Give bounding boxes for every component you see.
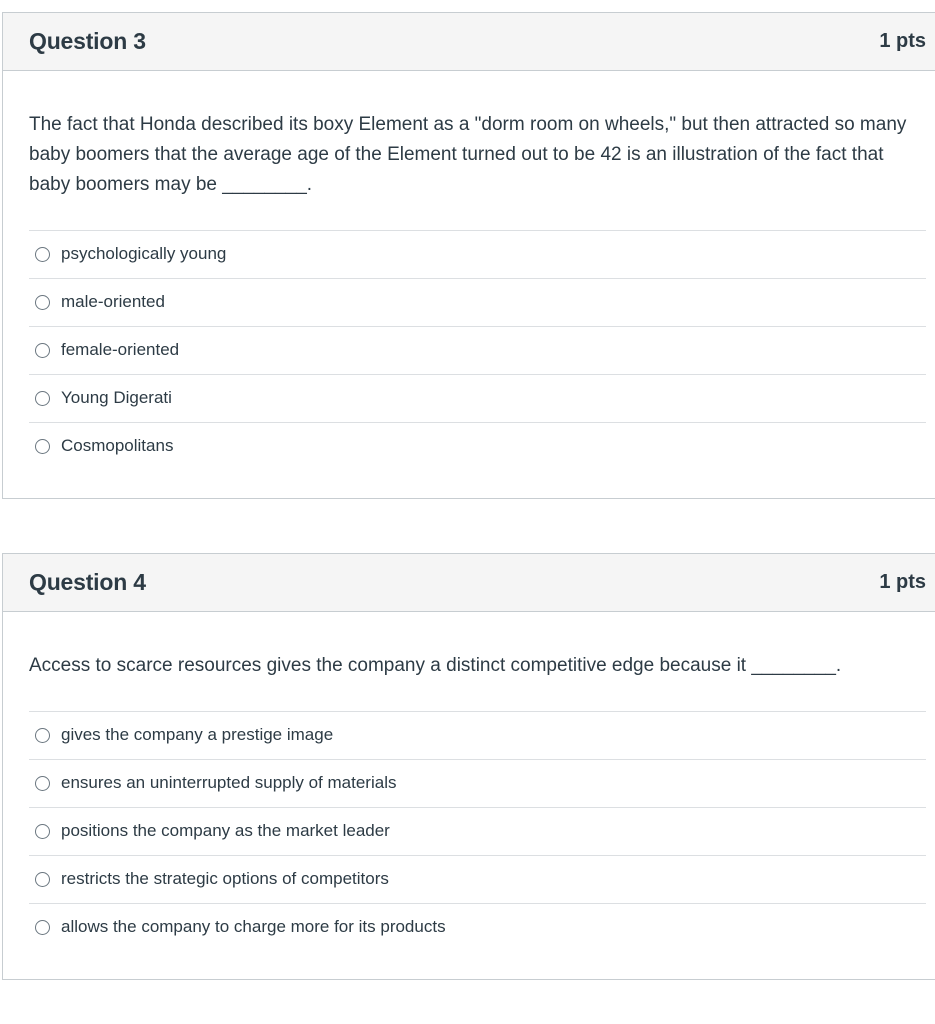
answer-label[interactable]: male-oriented xyxy=(61,292,165,311)
answer-label[interactable]: female-oriented xyxy=(61,340,180,359)
answer-label[interactable]: allows the company to charge more for its products xyxy=(61,917,446,936)
radio-button[interactable] xyxy=(35,824,50,839)
answer-option[interactable] xyxy=(29,422,926,470)
answer-option[interactable] xyxy=(29,759,926,807)
question-title: Question 3 xyxy=(29,28,146,54)
answer-label[interactable]: gives the company a prestige image xyxy=(61,725,334,744)
question-card xyxy=(2,553,935,980)
answer-list xyxy=(29,711,926,951)
question-title: Question 4 xyxy=(29,569,146,595)
question-text: The fact that Honda described its boxy Element as a "dorm room on wheels," but then attracted so many baby boomers that the average age of the Element turned out to be 42 is an illustration of the fact that baby boomers may be ________. xyxy=(29,114,907,195)
question-text: Access to scarce resources gives the company a distinct competitive edge because it ________. xyxy=(29,655,842,676)
radio-button[interactable] xyxy=(35,439,50,454)
answer-label[interactable]: restricts the strategic options of competitors xyxy=(61,869,389,888)
radio-button[interactable] xyxy=(35,343,50,358)
answer-option[interactable] xyxy=(29,278,926,326)
answer-option[interactable] xyxy=(29,903,926,951)
radio-button[interactable] xyxy=(35,776,50,791)
radio-button[interactable] xyxy=(35,247,50,262)
radio-button[interactable] xyxy=(35,728,50,743)
answer-option[interactable] xyxy=(29,230,926,278)
answer-label[interactable]: ensures an uninterrupted supply of materials xyxy=(61,773,397,792)
radio-button[interactable] xyxy=(35,391,50,406)
question-points: 1 pts xyxy=(879,30,926,52)
answer-list xyxy=(29,230,926,470)
answer-option[interactable] xyxy=(29,711,926,759)
question-header xyxy=(3,13,935,71)
question-card xyxy=(2,12,935,499)
radio-button[interactable] xyxy=(35,295,50,310)
radio-button[interactable] xyxy=(35,920,50,935)
answer-option[interactable] xyxy=(29,326,926,374)
answer-option[interactable] xyxy=(29,855,926,903)
answer-label[interactable]: psychologically young xyxy=(61,244,227,263)
radio-button[interactable] xyxy=(35,872,50,887)
answer-label[interactable]: Cosmopolitans xyxy=(61,436,174,455)
answer-option[interactable] xyxy=(29,807,926,855)
question-header xyxy=(3,554,935,612)
answer-label[interactable]: Young Digerati xyxy=(61,388,172,407)
answer-label[interactable]: positions the company as the market leader xyxy=(61,821,390,840)
answer-option[interactable] xyxy=(29,374,926,422)
question-points: 1 pts xyxy=(879,571,926,593)
